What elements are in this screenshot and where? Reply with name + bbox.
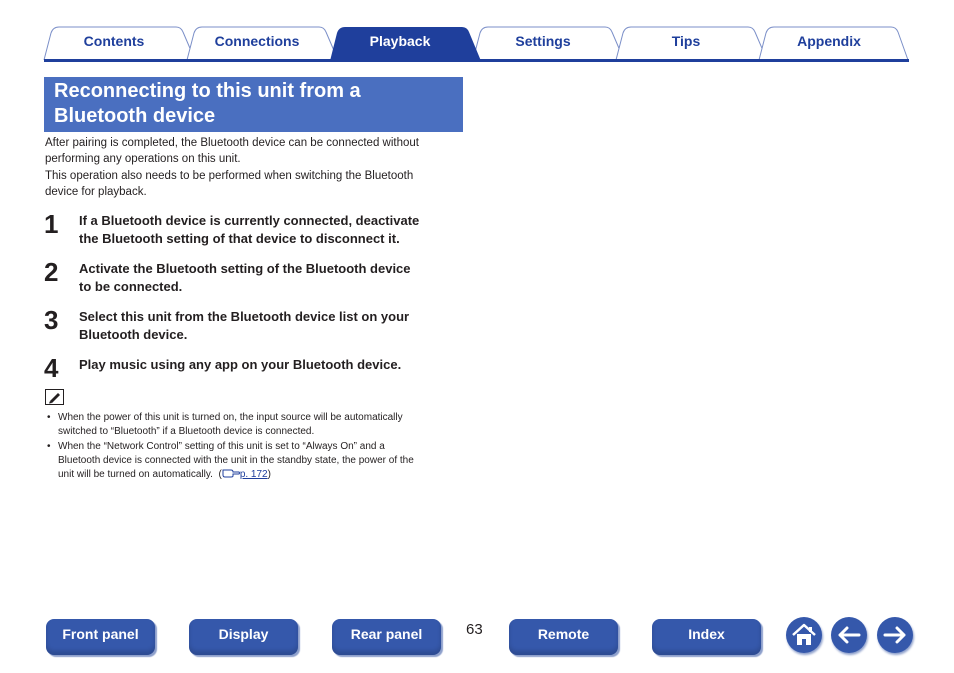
pointing-hand-icon [222, 468, 240, 483]
display-button[interactable]: Display [189, 619, 298, 655]
pencil-icon [45, 389, 64, 405]
step-2-line-1: Activate the Bluetooth setting of the Bluetooth device [79, 261, 411, 276]
note-2-line-3 [58, 468, 467, 483]
step-number-2: 2 [44, 257, 59, 287]
step-text-2 [79, 260, 469, 295]
home-button[interactable] [786, 617, 822, 653]
note-2-line-3-text: unit will be turned on automatically. [58, 469, 213, 480]
step-text-4 [79, 356, 469, 374]
arrow-right-icon [877, 617, 913, 653]
bullet: • [47, 441, 51, 452]
intro-1-line-2: performing any operations on this unit. [45, 152, 241, 165]
note-2-line-2: Bluetooth device is connected with the unit in the standby state, the power of the [58, 455, 414, 466]
step-number-4: 4 [44, 353, 59, 383]
tab-bar-shapes [0, 0, 954, 64]
step-3-line-1: Select this unit from the Bluetooth device list on your [79, 309, 410, 324]
rear-panel-button[interactable]: Rear panel [332, 619, 441, 655]
back-button[interactable] [831, 617, 867, 653]
page-reference[interactable]: ( p. 172) [216, 469, 271, 480]
heading-line-1: Reconnecting to this unit from a [54, 80, 361, 102]
tab-contents[interactable]: Contents [83, 33, 145, 49]
page-reference-link[interactable]: p. 172 [239, 469, 268, 480]
note-2-line-1: When the “Network Control” setting of this unit is set to “Always On” and a [58, 441, 385, 452]
index-button[interactable]: Index [652, 619, 761, 655]
step-1-line-2: the Bluetooth setting of that device to disconnect it. [79, 230, 400, 246]
forward-button[interactable] [877, 617, 913, 653]
note-item-2 [47, 440, 467, 483]
tab-bar [0, 0, 954, 64]
intro-paragraph-1 [45, 136, 465, 167]
step-1-line-1: If a Bluetooth device is currently connected, deactivate [79, 213, 420, 228]
note-1-line-2: switched to “Bluetooth” if a Bluetooth device is connected. [58, 426, 315, 437]
bullet: • [47, 412, 51, 423]
step-text-1 [79, 212, 469, 247]
step-4-line-1: Play music using any app on your Bluetooth device. [79, 357, 402, 372]
step-text-3 [79, 308, 469, 343]
heading-line-2: Bluetooth device [54, 105, 216, 127]
section-heading [44, 77, 463, 132]
step-2-line-2: to be connected. [79, 278, 183, 294]
tab-appendix[interactable]: Appendix [797, 33, 861, 49]
tab-settings[interactable]: Settings [515, 33, 571, 49]
intro-2-line-2: device for playback. [45, 185, 147, 198]
note-item-1 [47, 411, 467, 439]
intro-paragraph-2 [45, 169, 465, 200]
front-panel-button[interactable]: Front panel [46, 619, 155, 655]
intro-1-line-1: After pairing is completed, the Bluetooth device can be connected without [45, 137, 419, 149]
step-3-line-2: Bluetooth device. [79, 326, 188, 342]
step-number-1: 1 [44, 209, 59, 239]
tab-connections[interactable]: Connections [214, 33, 300, 49]
home-icon [786, 617, 822, 653]
step-number-3: 3 [44, 305, 59, 335]
page-number: 63 [466, 621, 483, 638]
tab-tips[interactable]: Tips [671, 33, 701, 49]
remote-button[interactable]: Remote [509, 619, 618, 655]
arrow-left-icon [831, 617, 867, 653]
tab-playback[interactable]: Playback [369, 33, 431, 49]
note-1-line-1: When the power of this unit is turned on, the input source will be automatically [58, 412, 403, 423]
intro-2-line-1: This operation also needs to be performed when switching the Bluetooth [45, 170, 414, 182]
